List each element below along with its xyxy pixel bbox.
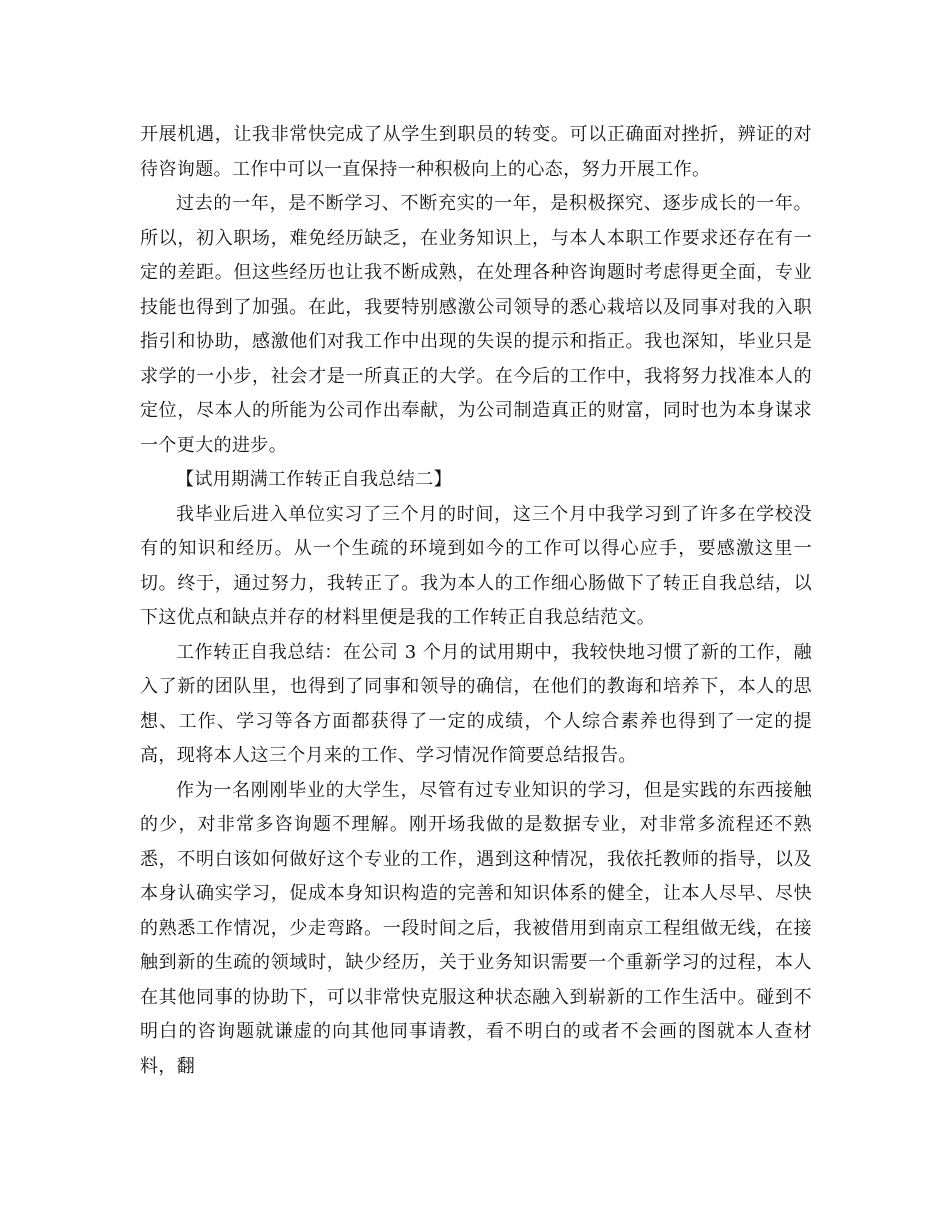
paragraph-continued: 开展机遇，让我非常快完成了从学生到职员的转变。可以正确面对挫折，辨证的对待咨询题。工作中可以一直保持一种积极向上的心态，努力开展工作。 <box>140 124 812 180</box>
document-page <box>140 118 812 1084</box>
paragraph-experience: 作为一名刚刚毕业的大学生，尽管有过专业知识的学习，但是实践的东西接触的少，对非常多咨询题不理解。刚开场我做的是数据专业，对非常多流程还不熟悉，不明白该如何做好这个专业的工作，遇到这种情况，我依托教师的指导，以及本身认确实学习，促成本身知识构造的完善和知识体系的健全，让本人尽早、尽快的熟悉工作情况，少走弯路。一段时间之后，我被借用到南京工程组做无线，在接触到新的生疏的领域时，缺少经历，关于业务知识需要一个重新学习的过程，本人在其他同事的协助下，可以非常快克服这种状态融入到崭新的工作生活中。碰到不明白的咨询题就谦虚的向其他同事请教，看不明白的或者不会画的图就本人查材料，翻 <box>140 779 812 1077</box>
paragraph-past-year: 过去的一年，是不断学习、不断充实的一年，是积极探究、逐步成长的一年。所以，初入职场，难免经历缺乏，在业务知识上，与本人本职工作要求还存在有一定的差距。但这些经历也让我不断成熟，在处理各种咨询题时考虑得更全面，专业技能也得到了加强。在此，我要特别感激公司领导的悉心栽培以及同事对我的入职指引和协助，感激他们对我工作中出现的失误的提示和指正。我也深知，毕业只是求学的一小步，社会才是一所真正的大学。在今后的工作中，我将努力找准本人的定位，尽本人的所能为公司作出奉献，为公司制造真正的财富，同时也为本身谋求一个更大的进步。 <box>140 193 812 456</box>
section-heading: 【试用期满工作转正自我总结二】 <box>176 469 452 490</box>
paragraph-intro: 我毕业后进入单位实习了三个月的时间，这三个月中我学习到了许多在学校没有的知识和经历。从一个生疏的环境到如今的工作可以得心应手，要感激这里一切。终于，通过努力，我转正了。我为本人的工作细心肠做下了转正自我总结，以下这优点和缺点并存的材料里便是我的工作转正自我总结范文。 <box>140 503 812 628</box>
paragraph-summary: 工作转正自我总结：在公司 3 个月的试用期中，我较快地习惯了新的工作，融入了新的团队里，也得到了同事和领导的确信，在他们的教诲和培养下，本人的思想、工作、学习等各方面都获得了一定的成绩，个人综合素养也得到了一定的提高，现将本人这三个月来的工作、学习情况作简要总结报告。 <box>140 641 812 766</box>
